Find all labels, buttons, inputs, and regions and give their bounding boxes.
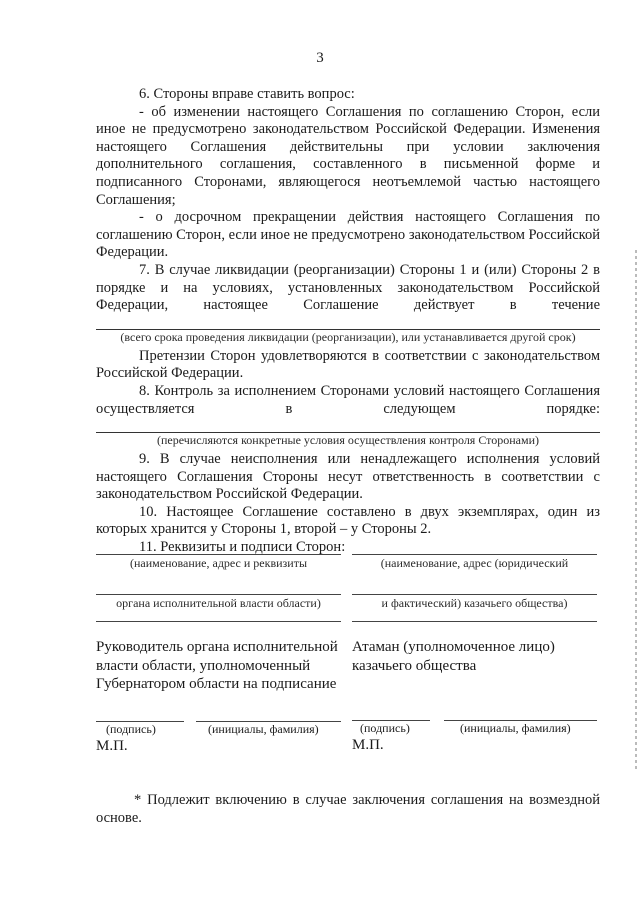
party-2-line-3 <box>352 611 597 622</box>
party-1-line-2 <box>96 580 341 595</box>
party-1-requisites <box>96 540 341 755</box>
clause-8-fill-line <box>96 420 600 433</box>
page-number: 3 <box>316 50 324 66</box>
clause-8-text: 8. Контроль за исполнением Сторонами условий настоящего Соглашения осуществляется в следующем порядке: <box>96 382 600 417</box>
agreement-body <box>96 86 600 557</box>
clause-10: 10. Настоящее Соглашение составлено в двух экземплярах, один из которых хранится у Стороны 1, второй – у Стороны 2. <box>96 503 600 538</box>
party-2-line-1 <box>352 540 597 555</box>
party-1-caption-2: органа исполнительной власти области) <box>116 596 321 610</box>
party-1-line-1 <box>96 540 341 555</box>
party-1-caption-1: (наименование, адрес и реквизиты <box>129 556 308 570</box>
clause-9: 9. В случае неисполнения или ненадлежащего исполнения условий настоящего Соглашения Стороны несут ответственность в соответствии с законодательством Российской Федерации. <box>96 451 600 503</box>
party-1-signature-labels <box>96 722 341 738</box>
party-2-line-2 <box>352 580 597 595</box>
footnote-text: * Подлежит включению в случае заключения соглашения на возмездной основе. <box>96 791 600 826</box>
clause-11: 11. Реквизиты и подписи Сторон: <box>139 539 346 556</box>
scan-edge-artifact <box>635 250 637 770</box>
party-2-stamp: М.П. <box>352 737 384 753</box>
clause-6-heading: 6. Стороны вправе ставить вопрос: <box>139 86 355 102</box>
clause-6-item-1: - об изменении настоящего Соглашения по соглашению Сторон, если иное не предусмотрено законодательством Российской Федерации. Изменения настоящего Соглашения действительны при условии заключения дополнительного соглашения, составленного в письменной форме и подписанного Сторонами, являющегося неотъемлемой частью настоящего Соглашения; <box>96 103 600 208</box>
clause-7-claims: Претензии Сторон удовлетворяются в соответствии с законодательством Российской Федерации. <box>96 347 600 382</box>
party-2-signature-labels <box>352 721 597 737</box>
clause-8-caption: (перечисляются конкретные условия осуществления контроля Сторонами) <box>156 433 540 448</box>
party-2-caption-2: и фактический) казачьего общества) <box>381 596 568 610</box>
footnote <box>96 791 600 827</box>
party-2-name-label: (инициалы, фамилия) <box>460 721 571 735</box>
party-2-requisites <box>352 540 597 754</box>
party-1-name-label: (инициалы, фамилия) <box>208 721 319 736</box>
clause-7-fill-line <box>96 317 600 330</box>
party-2-signer: Атаман (уполномоченное лицо) казачьего общества <box>352 639 555 674</box>
clause-6-item-2: - о досрочном прекращении действия настоящего Соглашения по соглашению Сторон, если иное не предусмотрено законодательством Российской Федерации. <box>96 209 600 261</box>
clause-7-caption: (всего срока проведения ликвидации (реорганизации), или устанавливается другой срок) <box>120 329 576 344</box>
party-1-signature-label: (подпись) <box>106 721 156 736</box>
party-1-line-3 <box>96 611 341 622</box>
party-1-signature-row <box>96 702 341 722</box>
party-2-signature-label: (подпись) <box>360 721 410 735</box>
party-2-signature-row <box>352 701 597 721</box>
party-2-caption-1: (наименование, адрес (юридический <box>380 556 569 570</box>
clause-7-text: 7. В случае ликвидации (реорганизации) Стороны 1 и (или) Стороны 2 в порядке и на условиях, установленных законодательством Российской Федерации, настоящее Соглашение действует в течение <box>96 261 600 314</box>
party-1-signer: Руководитель органа исполнительной власти области, уполномоченный Губернатором области на подписание <box>96 639 338 692</box>
party-1-stamp: М.П. <box>96 737 128 754</box>
